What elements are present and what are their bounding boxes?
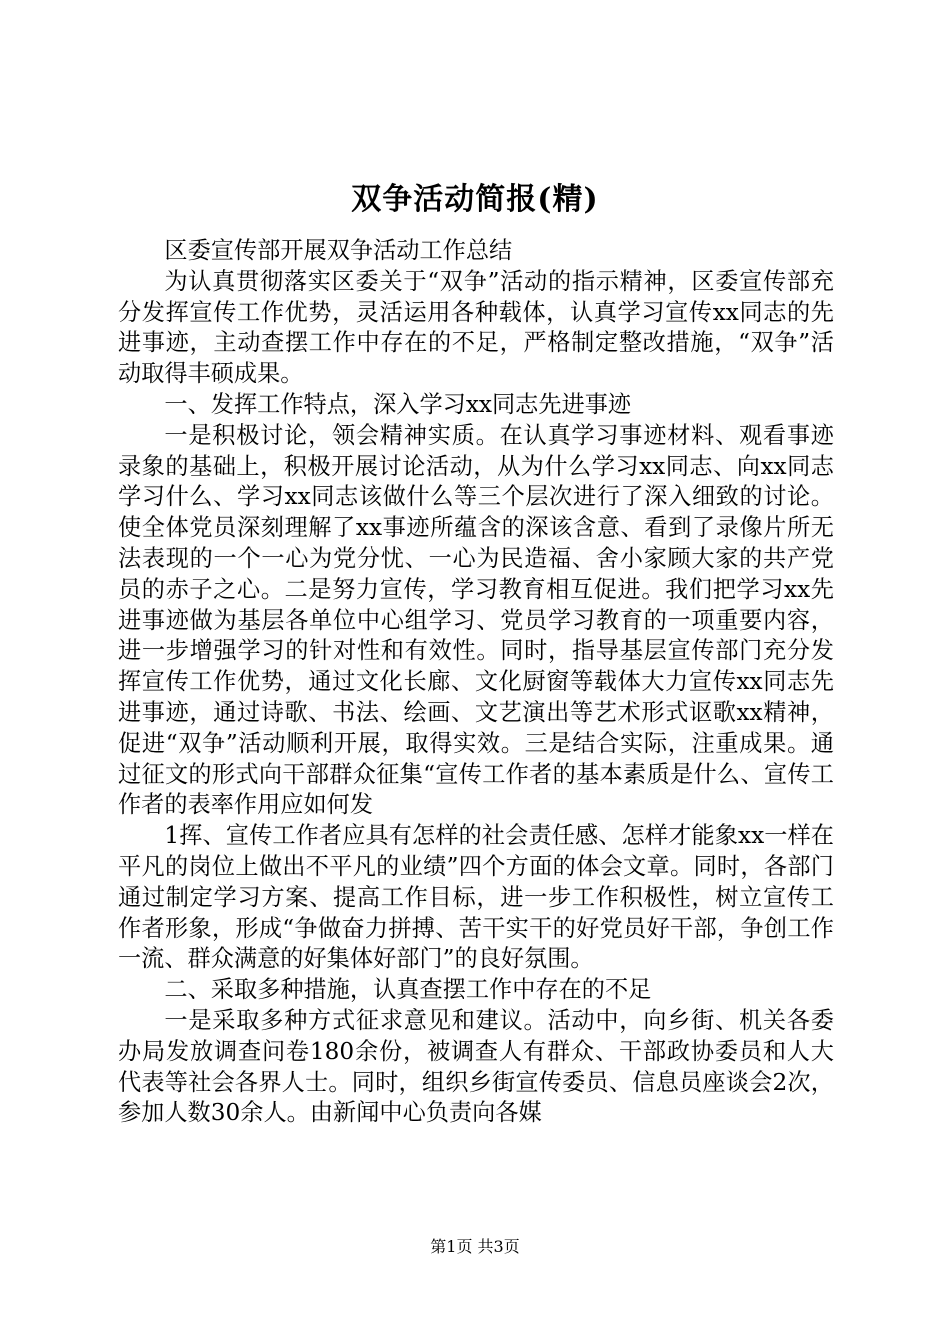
document-body [118, 236, 834, 1129]
paragraph-section-1-body: 一是积极讨论，领会精神实质。在认真学习事迹材料、观看事迹录象的基础上，积极开展讨论活动，从为什么学习xx同志、向xx同志学习什么、学习xx同志该做什么等三个层次进行了深入细致的讨论。使全体党员深刻理解了xx事迹所蕴含的深该含意、看到了录像片所无法表现的一个一心为党分忧、一心为民造福、舍小家顾大家的共产党员的赤子之心。二是努力宣传，学习教育相互促进。我们把学习xx先进事迹做为基层各单位中心组学习、党员学习教育的一项重要内容，进一步增强学习的针对性和有效性。同时，指导基层宣传部门充分发挥宣传工作优势，通过文化长廊、文化厨窗等载体大力宣传xx同志先进事迹，通过诗歌、书法、绘画、文艺演出等艺术形式讴歌xx精神，促进“双争”活动顺利开展，取得实效。三是结合实际，注重成果。通过征文的形式向干部群众征集“宣传工作者的基本素质是什么、宣传工作者的表率作用应如何发 [118, 421, 834, 819]
paragraph-section-1-continued: 1挥、宣传工作者应具有怎样的社会责任感、怎样才能象xx一样在平凡的岗位上做出不平凡的业绩”四个方面的体会文章。同时，各部门通过制定学习方案、提高工作目标，进一步工作积极性，树立宣传工作者形象，形成“争做奋力拼搏、苦干实干的好党员好干部，争创工作一流、群众满意的好集体好部门”的良好氛围。 [118, 822, 834, 973]
page-footer: 第1页 共3页 [430, 1237, 520, 1256]
section-heading-2: 二、采取多种措施，认真查摆工作中存在的不足 [164, 976, 652, 1004]
section-heading-1: 一、发挥工作特点，深入学习xx同志先进事迹 [164, 390, 632, 418]
paragraph-intro: 为认真贯彻落实区委关于“双争”活动的指示精神，区委宣传部充分发挥宣传工作优势，灵活运用各种载体，认真学习宣传xx同志的先进事迹，主动查摆工作中存在的不足，严格制定整改措施，“双争”活动取得丰硕成果。 [118, 267, 834, 388]
document-title: 双争活动简报(精) [351, 182, 599, 217]
paragraph-heading: 区委宣传部开展双争活动工作总结 [164, 237, 513, 264]
paragraph-section-2-body: 一是采取多种方式征求意见和建议。活动中，向乡街、机关各委办局发放调查问卷180余份，被调查人有群众、干部政协委员和人大代表等社会各界人士。同时，组织乡街宣传委员、信息员座谈会2次，参加人数30余人。由新闻中心负责向各媒 [118, 1006, 834, 1127]
